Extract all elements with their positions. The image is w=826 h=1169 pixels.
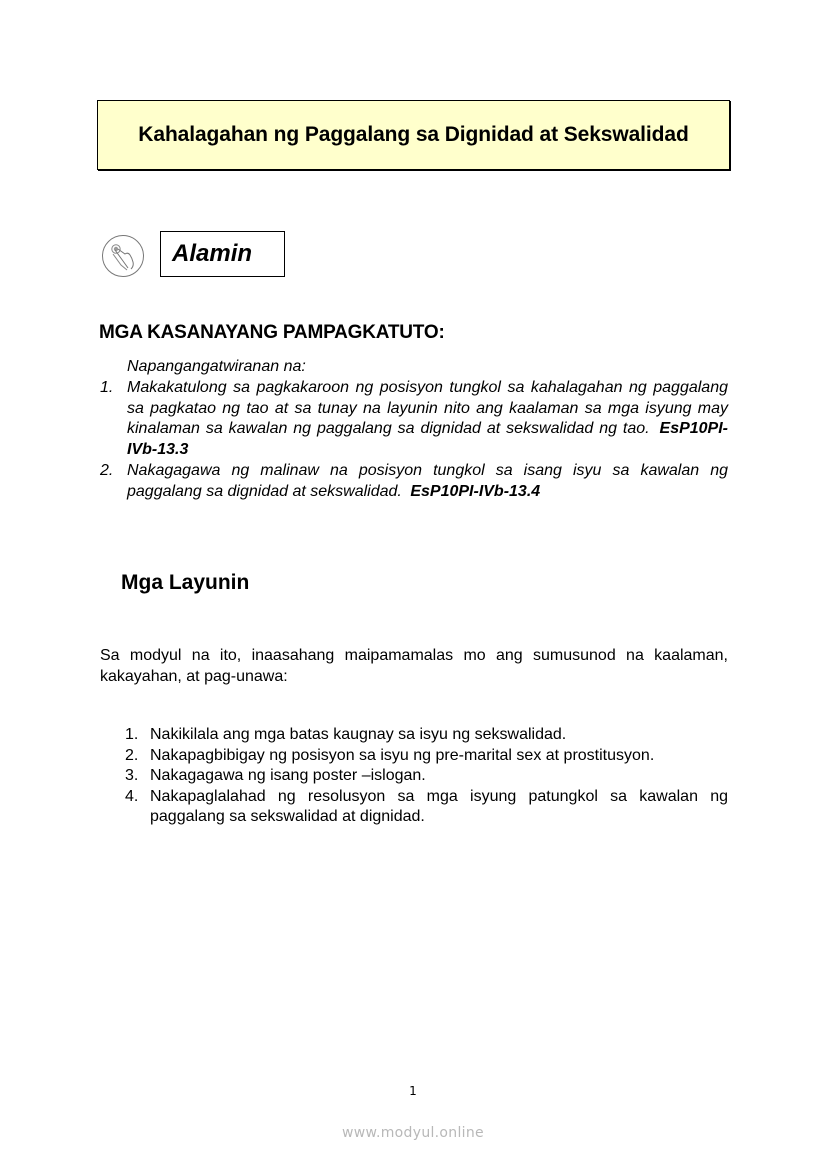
objective-text: Nakapaglalahad ng resolusyon sa mga isyung patungkol sa kawalan ng paggalang sa sekswalidad at dignidad.: [150, 787, 728, 825]
objective-text: Nakikilala ang mga batas kaugnay sa isyu ng sekswalidad.: [150, 726, 567, 743]
objective-text: Nakapagbibigay ng posisyon sa isyu ng pre-marital sex at prostitusyon.: [150, 746, 655, 764]
objective-number: 3.: [125, 767, 139, 784]
alamin-section-label: [160, 231, 285, 277]
competency-item: [100, 461, 728, 503]
competency-text: Nakagagawa ng malinaw na posisyon tungkol sa isang isyu sa kawalan ng paggalang sa dignidad at sekswalidad. EsP10PI-IVb-13.4: [127, 461, 728, 500]
objective-number: 4.: [125, 787, 139, 805]
competency-number: 2.: [100, 461, 114, 479]
watermark: www.modyul.online: [342, 1125, 484, 1141]
competency-item: [100, 378, 728, 461]
objectives-list: [125, 725, 728, 828]
hand-pointing-icon: [101, 234, 145, 278]
competencies-intro: Napangangatwiranan na:: [127, 358, 306, 375]
objective-number: 1.: [125, 726, 139, 743]
competency-code: EsP10PI-IVb-13.3: [127, 420, 728, 459]
objective-number: 2.: [125, 746, 139, 764]
title-box: [97, 100, 730, 170]
layunin-intro: Sa modyul na ito, inaasahang maipamamalas mo ang sumusunod na kaalaman, kakayahan, at pag-unawa:: [100, 647, 728, 685]
competencies-heading: MGA KASANAYANG PAMPAGKATUTO:: [99, 322, 445, 343]
objective-item: [125, 746, 728, 767]
objective-item: [125, 725, 728, 746]
objective-item: [125, 787, 728, 828]
competency-code: EsP10PI-IVb-13.4: [410, 482, 541, 500]
competencies-list: [100, 357, 728, 503]
competency-text: Makakatulong sa pagkakaroon ng posisyon tungkol sa kahalagahan ng paggalang sa pagkatao ng tao at sa tunay na layunin nito ang kaalaman sa mga isyung may kinalaman sa kawalan ng paggalang sa dignidad at sekswalidad ng tao. EsP10PI-IVb-13.3: [127, 378, 728, 459]
competency-number: 1.: [100, 378, 114, 396]
layunin-heading: Mga Layunin: [121, 571, 250, 594]
page-title: Kahalagahan ng Paggalang sa Dignidad at Sekswalidad: [138, 123, 689, 146]
objective-item: [125, 766, 728, 787]
alamin-label: Alamin: [172, 240, 253, 267]
objective-text: Nakagagawa ng isang poster –islogan.: [150, 767, 426, 784]
page-number: 1: [409, 1084, 417, 1098]
